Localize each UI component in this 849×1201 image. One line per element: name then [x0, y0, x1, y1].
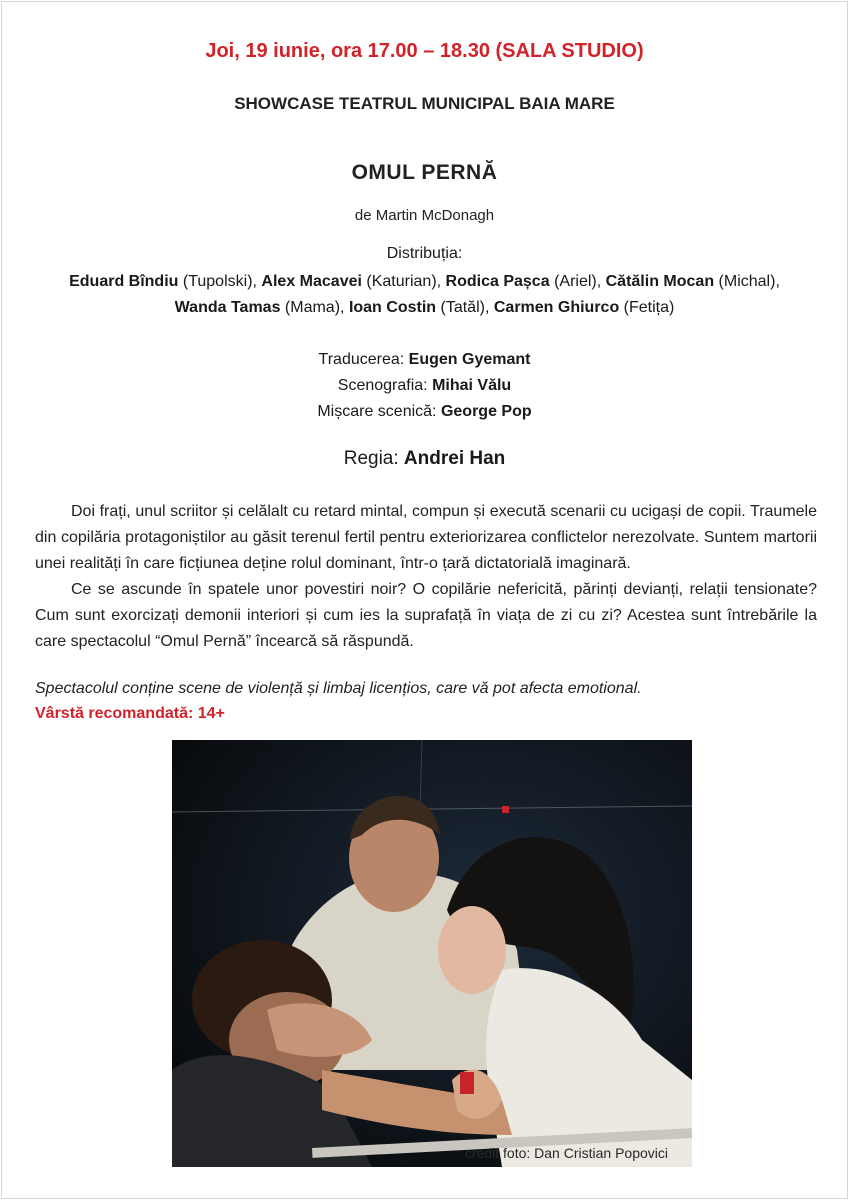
photo-illustration	[172, 740, 692, 1167]
synopsis-paragraph: Ce se ascunde în spatele unor povestiri noir? O copilărie nefericită, părinți devianți, relații tensionate? Cum sunt exorcizați demonii interiori și cum ies la suprafață în viața de zi cu zi? Acestea sunt întrebările la care spectacolul “Omul Pernă” încearcă să răspundă.	[35, 581, 817, 650]
credit-name: George Pop	[440, 403, 532, 420]
cast-name: Rodica Pașca	[445, 273, 550, 290]
director-label: Regia:	[343, 448, 399, 469]
play-title: OMUL PERNĂ	[351, 161, 498, 184]
credit-name: Eugen Gyemant	[408, 351, 531, 368]
event-date-line: Joi, 19 iunie, ora 17.00 – 18.30 (SALA STUDIO)	[205, 40, 644, 62]
cast-role: (Tatăl),	[440, 299, 490, 316]
cast-role: (Mama),	[284, 299, 345, 316]
credit-label: Traducerea:	[318, 351, 405, 368]
production-photo	[172, 740, 692, 1167]
credit-movement	[2, 399, 847, 425]
photo-credit: credit foto: Dan Cristian Popovici	[464, 1145, 668, 1161]
production-credits	[2, 347, 847, 425]
synopsis	[35, 499, 817, 655]
cast-list	[22, 269, 827, 321]
stage-light	[502, 806, 509, 813]
cast-role: (Michal),	[718, 273, 780, 290]
cast-role: (Ariel),	[554, 273, 602, 290]
content-warning: Spectacolul conține scene de violență și limbaj licențios, care vă pot afecta emotional.	[35, 680, 642, 697]
play-author: de Martin McDonagh	[354, 207, 495, 224]
credit-director	[2, 448, 847, 470]
cast-name: Carmen Ghiurco	[493, 299, 620, 316]
cast-name: Eduard Bîndiu	[69, 273, 179, 290]
cast-role: (Tupolski),	[182, 273, 257, 290]
woman-face	[438, 906, 506, 994]
showcase-heading: SHOWCASE TEATRUL MUNICIPAL BAIA MARE	[234, 94, 615, 113]
credit-label: Mișcare scenică:	[317, 403, 437, 420]
credit-translation	[2, 347, 847, 373]
credit-name: Mihai Vălu	[432, 377, 512, 394]
credit-scenography	[2, 373, 847, 399]
synopsis-paragraph: Doi frați, unul scriitor și celălalt cu retard mintal, compun și execută scenarii cu ucigași de copii. Traumele din copilăria protagoniștilor au găsit terenul fertil pentru exteriorizarea conflictelor nerezolvate. Suntem martorii unei realități în care ficțiunea deține rolul dominant, într-o țară dictatorială imaginară.	[35, 503, 817, 572]
red-object	[460, 1072, 474, 1094]
director-name: Andrei Han	[403, 448, 506, 469]
cast-name: Ioan Costin	[348, 299, 437, 316]
page	[1, 1, 848, 1199]
cast-role: (Fetița)	[623, 299, 675, 316]
cast-name: Cătălin Mocan	[605, 273, 715, 290]
cast-role: (Katurian),	[366, 273, 442, 290]
credit-label: Scenografia:	[337, 377, 428, 394]
age-rating: Vârstă recomandată: 14+	[35, 705, 225, 722]
cast-name: Alex Macavei	[261, 273, 362, 290]
cast-name: Wanda Tamas	[174, 299, 281, 316]
cast-heading: Distribuția:	[386, 245, 463, 262]
